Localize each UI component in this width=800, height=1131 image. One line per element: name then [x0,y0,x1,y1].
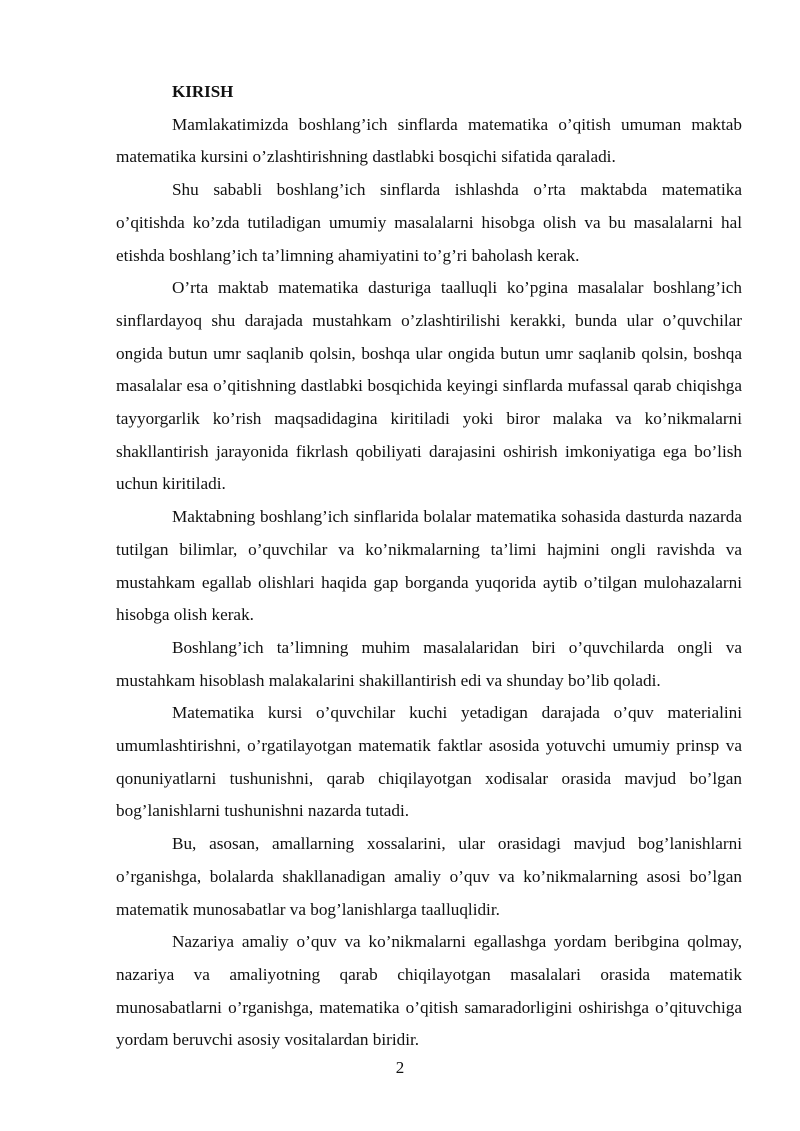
paragraph: Nazariya amaliy o’quv va ko’nikmalarni egallashga yordam beribgina qolmay, nazariya va amaliyotning qarab chiqilayotgan masalalari orasida matematik munosabatlarni o’rganishga, matematika o’qitish samaradorligini oshirishga o’qituvchiga yordam beruvchi asosiy vositalardan biridir. [116,932,742,1050]
paragraph: Mamlakatimizda boshlang’ich sinflarda matematika o’qitish umuman maktab matematika kursini o’zlashtirishning dastlabki bosqichi sifatida qaraladi. [116,114,742,167]
paragraph: Bu, asosan, amallarning xossalarini, ular orasidagi mavjud bog’lanishlarni o’rganishga, bolalarda shakllanadigan amaliy o’quv va ko’nikmalarning asosi bo’lgan matematik munosabatlar va bog’lanishlarga taalluqlidir. [116,834,742,919]
page-number: 2 [395,1058,405,1077]
paragraph: Matematika kursi o’quvchilar kuchi yetadigan darajada o’quv materialini umumlashtirishni, o’rgatilayotgan matematik faktlar asosida yotuvchi umumiy prinsp va qonuniyatlarni tushunishni, qarab chiqilayotgan xodisalar orasida mavjud bo’lgan bog’lanishlarni tushunishni nazarda tutadi. [116,703,742,821]
document-body [116,76,742,1057]
paragraph: Maktabning boshlang’ich sinflarida bolalar matematika sohasida dasturda nazarda tutilgan bilimlar, o’quvchilar va ko’nikmalarning ta’limi hajmini ongli ravishda va mustahkam egallab olishlari haqida gap borganda yuqorida aytib o’tilgan mulohazalarni hisobga olish kerak. [116,507,742,625]
paragraph: Boshlang’ich ta’limning muhim masalalaridan biri o’quvchilarda ongli va mustahkam hisoblash malakalarini shakillantirish edi va shunday bo’lib qoladi. [116,637,742,690]
paragraph: Shu sababli boshlang’ich sinflarda ishlashda o’rta maktabda matematika o’qitishda ko’zda tutiladigan umumiy masalalarni hisobga olish va bu masalalarni hal etishda boshlang’ich ta’limning ahamiyatini to’g’ri baholash kerak. [116,180,742,265]
section-heading: KIRISH [172,82,234,101]
paragraph: O’rta maktab matematika dasturiga taalluqli ko’pgina masalalar boshlang’ich sinflardayoq shu darajada mustahkam o’zlashtirilishi kerakki, bunda ular o’quvchilar ongida butun umr saqlanib qolsin, boshqa ular ongida butun umr saqlanib qolsin, boshqa masalalar esa o’qitishning dastlabki bosqichida keyingi sinflarda mufassal qarab chiqishga tayyorgarlik ko’rish maqsadidagina kiritiladi yoki biror malaka va ko’nikmalarni shakllantirish jarayonida fikrlash qobiliyati darajasini oshirish imkoniyatiga ega bo’lish uchun kiritiladi. [116,278,742,494]
